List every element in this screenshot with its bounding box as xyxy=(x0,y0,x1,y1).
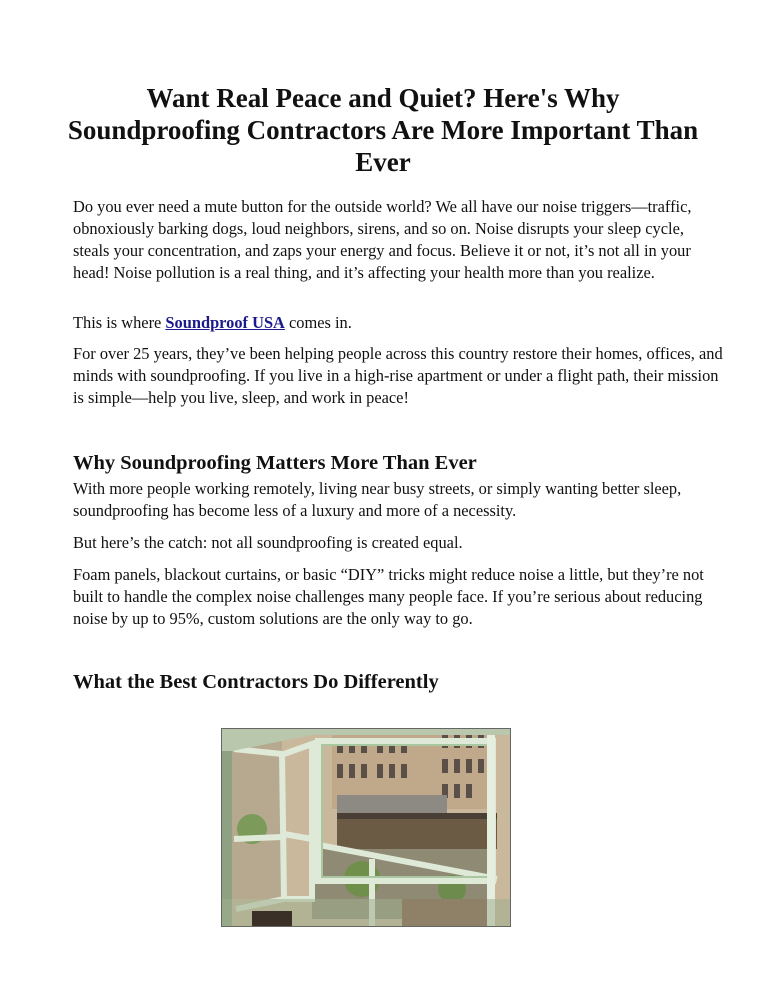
window-photo-illustration xyxy=(222,729,510,926)
section-paragraph: With more people working remotely, living near busy streets, or simply wanting better sleep, soundproofing has become less of a luxury and more of a necessity. xyxy=(73,479,682,520)
soundproof-usa-link[interactable]: Soundproof USA xyxy=(165,313,285,332)
section-paragraph: Foam panels, blackout curtains, or basic “DIY” tricks might reduce noise a little, but they’re not built to handle the complex noise challenges many people face. If you’re serious about reducing noise by up to 95%, custom solutions are the only way to go. xyxy=(73,565,704,628)
paragraph-text-after: comes in. xyxy=(284,313,352,332)
history-paragraph: For over 25 years, they’ve been helping people across this country restore their homes, offices, and minds with soundproofing. If you live in a high-rise apartment or under a flight path, their mission is simple—help you live, sleep, and work in peace! xyxy=(73,344,723,407)
paragraph-text-before: This is where xyxy=(73,313,166,332)
page-title: Want Real Peace and Quiet? Here's Why Soundproofing Contractors Are More Important Than Ever xyxy=(67,83,699,177)
window-photo xyxy=(221,728,511,927)
section-heading-why-soundproofing: Why Soundproofing Matters More Than Ever xyxy=(73,452,477,474)
section-paragraph: But here’s the catch: not all soundproofing is created equal. xyxy=(73,533,463,552)
soundproof-usa-paragraph xyxy=(73,312,723,334)
intro-paragraph: Do you ever need a mute button for the outside world? We all have our noise triggers—traffic, obnoxiously barking dogs, loud neighbors, sirens, and so on. Noise disrupts your sleep cycle, steals your concentration, and zaps your energy and focus. Believe it or not, it’s not all in your head! Noise pollution is a real thing, and it’s affecting your health more than you realize. xyxy=(73,197,692,282)
section-heading-best-contractors: What the Best Contractors Do Differently xyxy=(73,671,439,693)
